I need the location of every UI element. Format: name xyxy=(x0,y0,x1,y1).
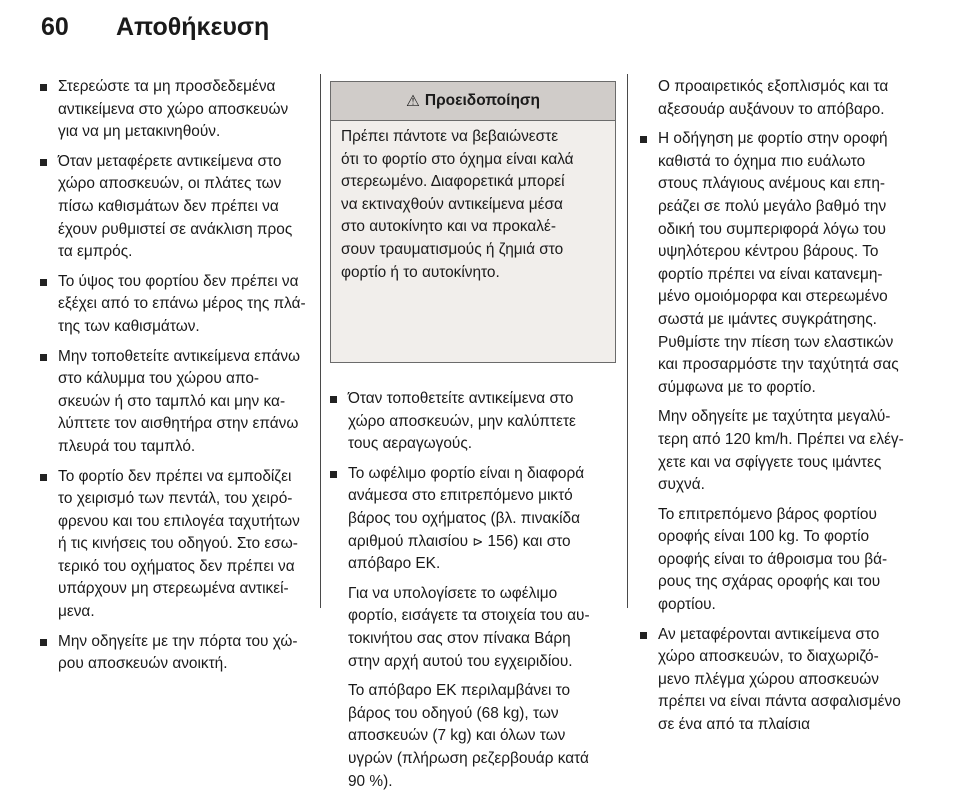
text-line: πρέπει να είναι πάντα ασφαλισμένο xyxy=(658,693,901,711)
text-line: υπάρχουν μη στερεωμένα αντικεί- xyxy=(58,580,289,598)
bullet-square-icon xyxy=(40,279,47,286)
bullet-item xyxy=(40,151,310,264)
text-line: στο αυτοκίνητο και να προκαλέ- xyxy=(341,218,556,236)
paragraph xyxy=(640,504,930,617)
text-segment: 156) και στο xyxy=(483,532,571,550)
text-line: χετε και να σφίγγετε τους ιμάντες xyxy=(658,453,882,471)
text-line: εξέχει από το επάνω μέρος της πλά- xyxy=(58,295,306,313)
text-line: φορτίου. xyxy=(658,596,716,614)
text-line: καθιστά το όχημα πιο ευάλωτο xyxy=(658,152,866,170)
text-line: Για να υπολογίσετε το ωφέλιμο xyxy=(348,584,558,602)
warning-body xyxy=(331,121,615,284)
text-line: υψηλότερου κέντρου βάρους. Το xyxy=(658,243,879,261)
text-line: το χειρισμό των πεντάλ, του χειρό- xyxy=(58,490,293,508)
text-segment: αριθμού πλαισίου xyxy=(348,532,473,550)
text-line: στο κάλυμμα του χώρου απο- xyxy=(58,370,260,388)
warning-triangle-icon: ⚠ xyxy=(405,92,420,110)
text-line: ρους της σχάρας οροφής και του xyxy=(658,573,881,591)
text-line: αποσκευών (7 kg) και όλων των xyxy=(348,727,566,745)
text-line: πλευρά του ταμπλό. xyxy=(58,437,196,455)
text-line: οροφής είναι το άθροισμα του βά- xyxy=(658,550,888,568)
column-3 xyxy=(640,76,930,744)
column-divider-right xyxy=(627,74,628,608)
bullet-item xyxy=(40,346,310,459)
text-line: Στερεώστε τα μη προσδεδεμένα xyxy=(58,78,276,95)
text-line: σουν τραυματισμούς ή ζημιά στο xyxy=(341,240,564,258)
page-title: Αποθήκευση xyxy=(116,13,270,41)
bullet-square-icon xyxy=(640,632,647,639)
text-line: τους αεραγωγούς. xyxy=(348,435,473,453)
text-line: μενα. xyxy=(58,603,95,621)
text-line: σκευών ή στο ταμπλό και μην κα- xyxy=(58,392,286,410)
text-line: Αν μεταφέρονται αντικείμενα στο xyxy=(658,625,880,643)
text-line: χώρο αποσκευών, μην καλύπτετε xyxy=(348,412,576,430)
bullet-square-icon xyxy=(640,136,647,143)
paragraph xyxy=(640,406,930,496)
text-line: λύπτετε τον αισθητήρα στην επάνω xyxy=(58,415,299,433)
text-line: και προσαρμόστε την ταχύτητά σας xyxy=(658,356,899,374)
text-line: Το επιτρεπόμενο βάρος φορτίου xyxy=(658,505,877,523)
text-line: βάρος του οχήματος (βλ. πινακίδα xyxy=(348,509,580,527)
paragraph xyxy=(640,76,930,121)
bullet-item xyxy=(40,631,310,676)
text-line: στην αρχή αυτού του εγχειριδίου. xyxy=(348,652,573,670)
bullet-item xyxy=(330,463,617,576)
bullet-square-icon xyxy=(330,396,337,403)
text-line: τερη από 120 km/h. Πρέπει να ελέγ- xyxy=(658,430,904,448)
text-line: Όταν μεταφέρετε αντικείμενα στο xyxy=(58,152,282,170)
text-line: Το απόβαρο ΕΚ περιλαμβάνει το xyxy=(348,682,571,700)
text-line: τα εμπρός. xyxy=(58,243,133,261)
page-header xyxy=(0,0,960,62)
text-line: σωστά με ιμάντες συγκράτησης. xyxy=(658,310,877,328)
text-line: Ο προαιρετικός εξοπλισμός και τα xyxy=(658,78,889,95)
warning-header xyxy=(331,82,615,121)
text-line: οδική του συμπεριφορά λόγω του xyxy=(658,220,886,238)
text-line: ή τις κινήσεις του οδηγού. Στο εσω- xyxy=(58,535,298,553)
text-line: 90 %). xyxy=(348,772,393,790)
column-1 xyxy=(40,76,310,683)
text-line: χώρο αποσκευών, το διαχωριζό- xyxy=(658,648,879,666)
text-line: φορτίο ή το αυτοκίνητο. xyxy=(341,263,500,281)
text-line: φρενου και του επιλογέα ταχυτήτων xyxy=(58,512,300,530)
warning-box xyxy=(330,81,616,363)
text-line: ρεάζει σε πολύ μεγάλο βαθμό την xyxy=(658,197,887,215)
column-divider-left xyxy=(320,74,321,608)
text-line: συχνά. xyxy=(658,476,705,494)
text-line: στερεωμένο. Διαφορετικά μπορεί xyxy=(341,173,565,191)
text-line: φορτίο πρέπει να είναι κατανεμη- xyxy=(658,265,883,283)
text-line: Το ωφέλιμο φορτίο είναι η διαφορά xyxy=(348,464,585,482)
warning-title: Προειδοποίηση xyxy=(424,92,540,109)
text-line: Μην οδηγείτε με ταχύτητα μεγαλύ- xyxy=(658,408,891,426)
bullet-square-icon xyxy=(40,474,47,481)
text-line: Μην οδηγείτε με την πόρτα του χώ- xyxy=(58,632,298,650)
bullet-square-icon xyxy=(40,354,47,361)
bullet-square-icon xyxy=(40,639,47,646)
text-line: Ρυθμίστε την πίεση των ελαστικών xyxy=(658,333,894,351)
text-line: φορτίο, εισάγετε τα στοιχεία του αυ- xyxy=(348,607,590,625)
bullet-square-icon xyxy=(40,159,47,166)
text-line: ανάμεσα στο επιτρεπόμενο μικτό xyxy=(348,487,573,505)
text-line: της των καθισμάτων. xyxy=(58,317,200,335)
text-line: Το ύψος του φορτίου δεν πρέπει να xyxy=(58,272,299,290)
text-line: αντικείμενα στο χώρο αποσκευών xyxy=(58,100,289,118)
text-line: Πρέπει πάντοτε να βεβαιώνεστε xyxy=(341,128,559,145)
page-number: 60 xyxy=(41,13,69,41)
text-line: ρου αποσκευών ανοικτή. xyxy=(58,655,228,673)
paragraph xyxy=(330,680,617,793)
bullet-item xyxy=(640,624,930,737)
text-line: στους πλάγιους ανέμους και επη- xyxy=(658,175,886,193)
text-line: υγρών (πλήρωση ρεζερβουάρ κατά xyxy=(348,749,589,767)
text-line: Η οδήγηση με φορτίο στην οροφή xyxy=(658,130,888,148)
column-2 xyxy=(330,388,617,800)
bullet-square-icon xyxy=(330,471,337,478)
text-line: τοκινήτου σας στον πίνακα Βάρη xyxy=(348,629,571,647)
text-line: πίσω καθισμάτων δεν πρέπει να xyxy=(58,197,279,215)
text-line: τερικό του οχήματος δεν πρέπει να xyxy=(58,557,295,575)
text-line: μενο πλέγμα χώρου αποσκευών xyxy=(658,670,879,688)
text-line: σύμφωνα με το φορτίο. xyxy=(658,378,816,396)
text-line: αξεσουάρ αυξάνουν το απόβαρο. xyxy=(658,100,885,118)
bullet-square-icon xyxy=(40,84,47,91)
text-line: μένο ομοιόμορφα και στερεωμένο xyxy=(658,288,888,306)
text-line xyxy=(348,531,617,554)
text-line: έχουν ρυθμιστεί σε ανάκλιση προς xyxy=(58,220,293,238)
bullet-item xyxy=(330,388,617,456)
bullet-item xyxy=(40,271,310,339)
text-line: απόβαρο ΕΚ. xyxy=(348,555,441,573)
bullet-item xyxy=(640,128,930,399)
text-line: οροφής είναι 100 kg. Το φορτίο xyxy=(658,528,870,546)
text-line: σε ένα από τα πλαίσια xyxy=(658,716,810,734)
text-line: για να μη μετακινηθούν. xyxy=(58,123,221,141)
text-line: βάρος του οδηγού (68 kg), των xyxy=(348,704,559,722)
text-line: χώρο αποσκευών, οι πλάτες των xyxy=(58,175,282,193)
page-reference-arrow-icon: ⊳ xyxy=(472,533,484,549)
bullet-item xyxy=(40,76,310,144)
text-line: ότι το φορτίο στο όχημα είναι καλά xyxy=(341,150,574,168)
text-line: Το φορτίο δεν πρέπει να εμποδίζει xyxy=(58,467,292,485)
text-line: να εκτιναχθούν αντικείμενα μέσα xyxy=(341,195,563,213)
text-line: Όταν τοποθετείτε αντικείμενα στο xyxy=(348,390,574,407)
bullet-item xyxy=(40,466,310,624)
paragraph xyxy=(330,583,617,673)
text-line: Μην τοποθετείτε αντικείμενα επάνω xyxy=(58,347,301,365)
